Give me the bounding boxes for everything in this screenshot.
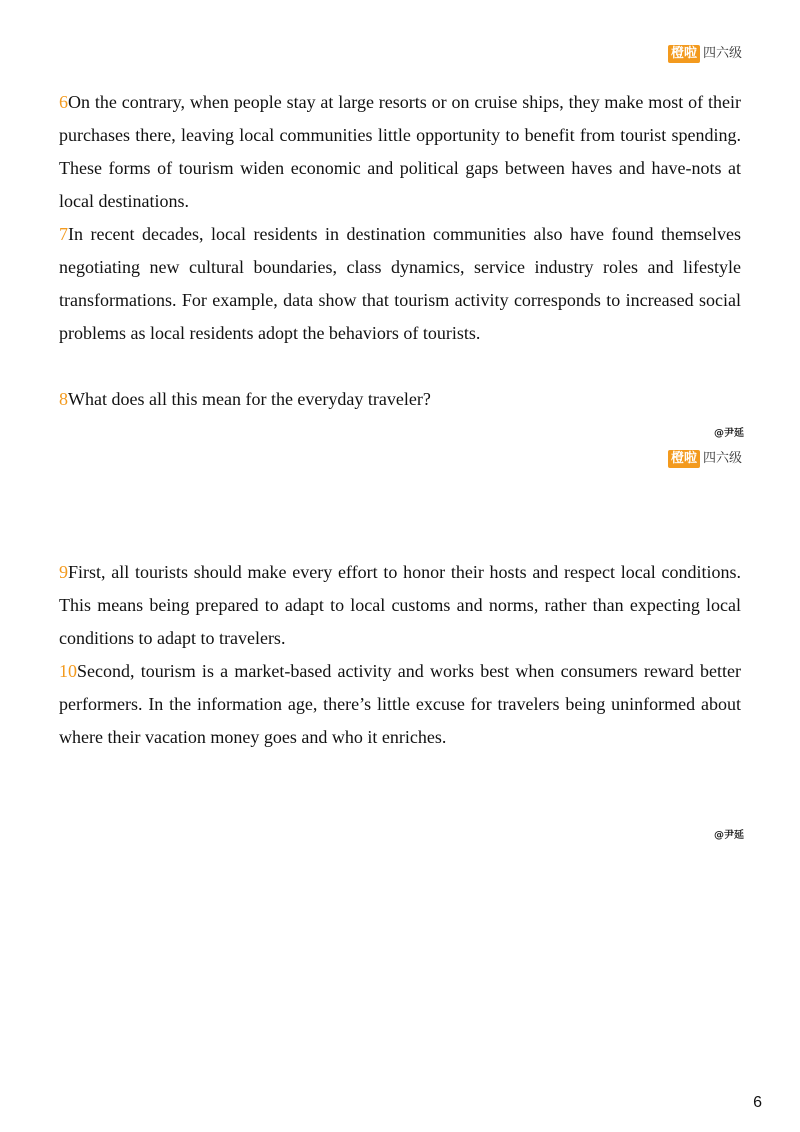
paragraph-text: On the contrary, when people stay at large resorts or on cruise ships, they make most of their purchases there, leaving local communities little opportunity to benefit from tourist spending. These forms of tourism widen economic and political gaps between haves and have-nots at local destinations. — [59, 92, 741, 211]
brand-logo-tag: 橙啦 — [668, 450, 700, 468]
paragraph-number: 9 — [59, 562, 68, 582]
page-number: 6 — [753, 1094, 762, 1111]
brand-logo-text: 四六级 — [702, 46, 742, 61]
brand-header-top — [668, 45, 742, 63]
paragraph-text: What does all this mean for the everyday traveler? — [68, 389, 431, 409]
paragraph-text: In recent decades, local residents in destination communities also have found themselves negotiating new cultural boundaries, class dynamics, service industry roles and lifestyle transformations. For example, data show that tourism activity corresponds to increased social problems as local residents adopt the behaviors of tourists. — [59, 224, 741, 343]
paragraph-10 — [59, 655, 741, 754]
paragraph-number: 10 — [59, 661, 77, 681]
brand-header-second — [668, 450, 742, 468]
paragraph-number: 7 — [59, 224, 68, 244]
brand-logo-tag: 橙啦 — [668, 45, 700, 63]
paragraph-9 — [59, 556, 741, 655]
paragraph-number: 6 — [59, 92, 68, 112]
brand-logo-text: 四六级 — [702, 451, 742, 466]
paragraph-7 — [59, 218, 741, 350]
paragraph-number: 8 — [59, 389, 68, 409]
paragraph-6 — [59, 86, 741, 218]
author-credit: @尹延 — [714, 830, 744, 841]
paragraph-8 — [59, 383, 741, 416]
author-credit: @尹延 — [714, 428, 744, 439]
paragraph-text: Second, tourism is a market-based activity and works best when consumers reward better performers. In the information age, there’s little excuse for travelers being uninformed about where their vacation money goes and who it enriches. — [59, 661, 741, 747]
paragraph-text: First, all tourists should make every effort to honor their hosts and respect local conditions. This means being prepared to adapt to local customs and norms, rather than expecting local conditions to adapt to travelers. — [59, 562, 741, 648]
